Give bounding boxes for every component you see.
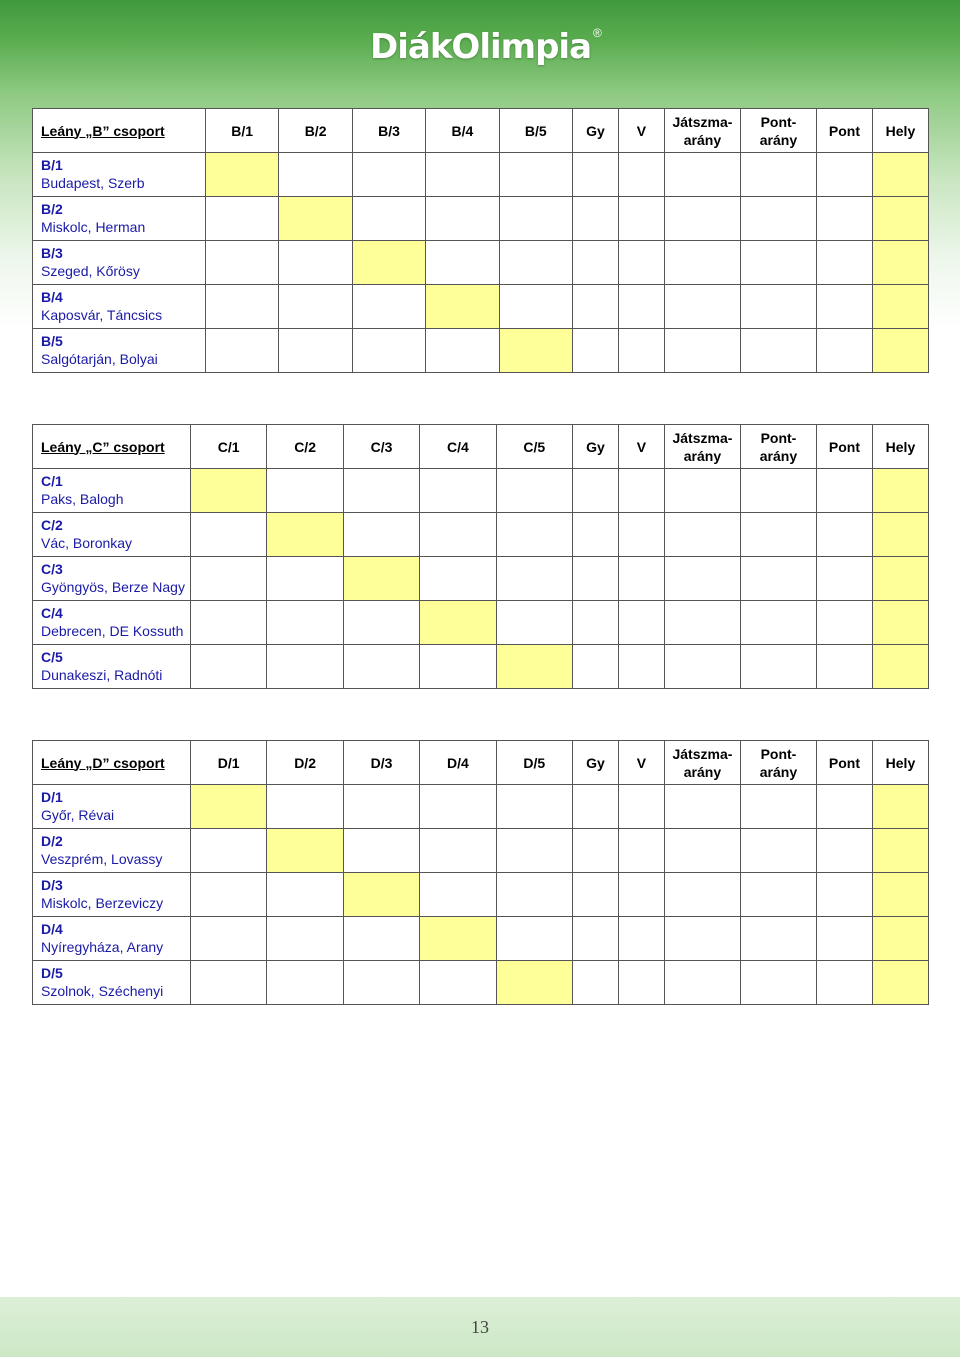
- result-cell: [352, 197, 425, 241]
- result-cell: [420, 557, 496, 601]
- team-code: D/1: [41, 789, 63, 805]
- wins-cell: [572, 469, 618, 513]
- result-cell: [420, 645, 496, 689]
- result-cell: [279, 241, 352, 285]
- table-row: [33, 285, 929, 329]
- diagonal-cell: [499, 329, 572, 373]
- team-code: B/4: [41, 289, 63, 305]
- table-row: [33, 917, 929, 961]
- points-cell: [816, 645, 872, 689]
- column-playtime-ratio: [664, 425, 740, 469]
- result-cell: [420, 513, 496, 557]
- place-cell: [872, 829, 928, 873]
- result-cell: [191, 557, 267, 601]
- result-cell: [206, 197, 279, 241]
- registered-mark: ®: [593, 26, 602, 40]
- place-cell: [872, 513, 928, 557]
- team-code: D/4: [41, 921, 63, 937]
- result-cell: [267, 557, 343, 601]
- team-label: [33, 601, 191, 645]
- wins-cell: [572, 601, 618, 645]
- column-team-code: C/3: [343, 425, 419, 469]
- column-team-code: D/5: [496, 741, 572, 785]
- column-losses: V: [618, 109, 664, 153]
- team-label: [33, 785, 191, 829]
- result-cell: [206, 285, 279, 329]
- result-cell: [496, 513, 572, 557]
- team-name: Kaposvár, Táncsics: [41, 307, 163, 323]
- points-cell: [816, 557, 872, 601]
- table-row: [33, 645, 929, 689]
- result-cell: [499, 153, 572, 197]
- losses-cell: [618, 829, 664, 873]
- wins-cell: [572, 557, 618, 601]
- table-row: [33, 557, 929, 601]
- result-cell: [426, 153, 499, 197]
- group-table: [32, 424, 929, 689]
- playtime-ratio-cell: [664, 285, 740, 329]
- result-cell: [206, 329, 279, 373]
- result-cell: [352, 153, 425, 197]
- team-code: C/4: [41, 605, 63, 621]
- diagonal-cell: [420, 601, 496, 645]
- place-cell: [872, 917, 928, 961]
- team-code: C/3: [41, 561, 63, 577]
- result-cell: [279, 329, 352, 373]
- losses-cell: [618, 329, 664, 373]
- points-cell: [816, 197, 872, 241]
- team-label: [33, 645, 191, 689]
- result-cell: [343, 645, 419, 689]
- table-row: [33, 153, 929, 197]
- column-playtime-ratio-line: arány: [683, 131, 722, 148]
- column-points: Pont: [816, 425, 872, 469]
- result-cell: [420, 469, 496, 513]
- result-cell: [496, 469, 572, 513]
- result-cell: [343, 961, 419, 1005]
- playtime-ratio-cell: [664, 241, 740, 285]
- losses-cell: [618, 197, 664, 241]
- column-place: Hely: [872, 109, 928, 153]
- team-name: Debrecen, DE Kossuth: [41, 623, 184, 639]
- result-cell: [499, 285, 572, 329]
- team-name: Vác, Boronkay: [41, 535, 133, 551]
- diagonal-cell: [496, 961, 572, 1005]
- result-cell: [191, 601, 267, 645]
- result-cell: [343, 469, 419, 513]
- place-cell: [872, 153, 928, 197]
- result-cell: [191, 873, 267, 917]
- result-cell: [191, 645, 267, 689]
- diagonal-cell: [343, 873, 419, 917]
- losses-cell: [618, 917, 664, 961]
- column-team-code: B/5: [499, 109, 572, 153]
- result-cell: [267, 601, 343, 645]
- points-cell: [816, 917, 872, 961]
- points-cell: [816, 785, 872, 829]
- team-name: Veszprém, Lovassy: [41, 851, 163, 867]
- table-row: [33, 469, 929, 513]
- diakolimpia-logo: [370, 24, 600, 70]
- wins-cell: [572, 513, 618, 557]
- losses-cell: [618, 285, 664, 329]
- team-label: [33, 241, 206, 285]
- result-cell: [267, 961, 343, 1005]
- point-ratio-cell: [740, 917, 816, 961]
- team-code: B/1: [41, 157, 63, 173]
- result-cell: [206, 241, 279, 285]
- team-name: Salgótarján, Bolyai: [41, 351, 158, 367]
- result-cell: [496, 557, 572, 601]
- points-cell: [816, 601, 872, 645]
- playtime-ratio-cell: [664, 153, 740, 197]
- column-point-ratio-line: Pont-: [760, 745, 797, 762]
- result-cell: [426, 197, 499, 241]
- losses-cell: [618, 961, 664, 1005]
- losses-cell: [618, 785, 664, 829]
- column-wins: Gy: [572, 741, 618, 785]
- team-label: [33, 197, 206, 241]
- team-code: D/2: [41, 833, 63, 849]
- result-cell: [267, 873, 343, 917]
- logo-text: DiákOlimpia: [370, 27, 592, 67]
- column-point-ratio-line: Pont-: [760, 429, 797, 446]
- place-cell: [872, 873, 928, 917]
- result-cell: [267, 645, 343, 689]
- place-cell: [872, 961, 928, 1005]
- group-title: Leány „C” csoport: [33, 425, 191, 469]
- losses-cell: [618, 469, 664, 513]
- point-ratio-cell: [740, 241, 816, 285]
- team-name: Dunakeszi, Radnóti: [41, 667, 163, 683]
- column-playtime-ratio: [664, 741, 740, 785]
- result-cell: [420, 961, 496, 1005]
- diagonal-cell: [206, 153, 279, 197]
- team-label: [33, 469, 191, 513]
- point-ratio-cell: [740, 829, 816, 873]
- team-label: [33, 829, 191, 873]
- team-label: [33, 873, 191, 917]
- diagonal-cell: [343, 557, 419, 601]
- group-title: Leány „B” csoport: [33, 109, 206, 153]
- playtime-ratio-cell: [664, 329, 740, 373]
- result-cell: [426, 329, 499, 373]
- column-place: Hely: [872, 741, 928, 785]
- table-row: [33, 329, 929, 373]
- result-cell: [343, 785, 419, 829]
- page-number: 13: [471, 1317, 489, 1337]
- point-ratio-cell: [740, 961, 816, 1005]
- result-cell: [191, 917, 267, 961]
- group-title: Leány „D” csoport: [33, 741, 191, 785]
- column-team-code: C/1: [191, 425, 267, 469]
- column-team-code: D/4: [420, 741, 496, 785]
- team-code: B/2: [41, 201, 63, 217]
- team-label: [33, 329, 206, 373]
- group-table: [32, 740, 929, 1005]
- playtime-ratio-cell: [664, 873, 740, 917]
- diagonal-cell: [352, 241, 425, 285]
- team-code: C/5: [41, 649, 63, 665]
- table-row: [33, 601, 929, 645]
- column-playtime-ratio: [664, 109, 740, 153]
- column-point-ratio-line: arány: [759, 447, 798, 464]
- team-name: Szeged, Kőrösy: [41, 263, 140, 279]
- playtime-ratio-cell: [664, 917, 740, 961]
- points-cell: [816, 153, 872, 197]
- team-name: Gyöngyös, Berze Nagy: [41, 579, 185, 595]
- playtime-ratio-cell: [664, 513, 740, 557]
- point-ratio-cell: [740, 197, 816, 241]
- team-label: [33, 917, 191, 961]
- column-point-ratio: [740, 425, 816, 469]
- team-label: [33, 153, 206, 197]
- result-cell: [343, 829, 419, 873]
- point-ratio-cell: [740, 153, 816, 197]
- table-row: [33, 197, 929, 241]
- column-point-ratio: [740, 109, 816, 153]
- column-playtime-ratio-line: Játszma-: [672, 113, 733, 130]
- wins-cell: [572, 917, 618, 961]
- playtime-ratio-cell: [664, 829, 740, 873]
- result-cell: [343, 601, 419, 645]
- column-playtime-ratio-line: arány: [683, 763, 722, 780]
- team-name: Miskolc, Herman: [41, 219, 146, 235]
- result-cell: [352, 329, 425, 373]
- points-cell: [816, 285, 872, 329]
- team-name: Szolnok, Széchenyi: [41, 983, 164, 999]
- point-ratio-cell: [740, 329, 816, 373]
- team-code: C/2: [41, 517, 63, 533]
- team-code: C/1: [41, 473, 63, 489]
- column-wins: Gy: [572, 109, 618, 153]
- team-name: Paks, Balogh: [41, 491, 124, 507]
- result-cell: [267, 469, 343, 513]
- place-cell: [872, 645, 928, 689]
- points-cell: [816, 829, 872, 873]
- points-cell: [816, 329, 872, 373]
- diagonal-cell: [191, 469, 267, 513]
- wins-cell: [572, 785, 618, 829]
- points-cell: [816, 469, 872, 513]
- result-cell: [426, 241, 499, 285]
- column-playtime-ratio-line: Játszma-: [672, 745, 733, 762]
- column-losses: V: [618, 741, 664, 785]
- place-cell: [872, 241, 928, 285]
- column-wins: Gy: [572, 425, 618, 469]
- diagonal-cell: [191, 785, 267, 829]
- result-cell: [191, 513, 267, 557]
- result-cell: [420, 829, 496, 873]
- points-cell: [816, 961, 872, 1005]
- points-cell: [816, 513, 872, 557]
- losses-cell: [618, 557, 664, 601]
- result-cell: [343, 513, 419, 557]
- result-cell: [343, 917, 419, 961]
- result-cell: [420, 785, 496, 829]
- place-cell: [872, 557, 928, 601]
- result-cell: [191, 961, 267, 1005]
- table-row: [33, 873, 929, 917]
- column-place: Hely: [872, 425, 928, 469]
- result-cell: [352, 285, 425, 329]
- point-ratio-cell: [740, 785, 816, 829]
- wins-cell: [572, 829, 618, 873]
- wins-cell: [572, 961, 618, 1005]
- place-cell: [872, 601, 928, 645]
- team-label: [33, 961, 191, 1005]
- wins-cell: [572, 241, 618, 285]
- team-code: D/3: [41, 877, 63, 893]
- result-cell: [496, 785, 572, 829]
- table-row: [33, 785, 929, 829]
- wins-cell: [572, 285, 618, 329]
- result-cell: [279, 285, 352, 329]
- playtime-ratio-cell: [664, 961, 740, 1005]
- result-cell: [499, 197, 572, 241]
- losses-cell: [618, 513, 664, 557]
- result-cell: [191, 829, 267, 873]
- point-ratio-cell: [740, 285, 816, 329]
- column-point-ratio-line: arány: [759, 131, 798, 148]
- column-team-code: B/4: [426, 109, 499, 153]
- team-code: B/3: [41, 245, 63, 261]
- column-team-code: D/3: [343, 741, 419, 785]
- column-point-ratio-line: Pont-: [760, 113, 797, 130]
- table-row: [33, 961, 929, 1005]
- diagonal-cell: [267, 513, 343, 557]
- team-name: Nyíregyháza, Arany: [41, 939, 164, 955]
- column-points: Pont: [816, 109, 872, 153]
- column-team-code: C/2: [267, 425, 343, 469]
- result-cell: [267, 785, 343, 829]
- diagonal-cell: [267, 829, 343, 873]
- wins-cell: [572, 153, 618, 197]
- playtime-ratio-cell: [664, 601, 740, 645]
- result-cell: [496, 829, 572, 873]
- column-team-code: D/1: [191, 741, 267, 785]
- result-cell: [496, 601, 572, 645]
- losses-cell: [618, 601, 664, 645]
- team-code: D/5: [41, 965, 63, 981]
- column-team-code: B/3: [352, 109, 425, 153]
- column-team-code: D/2: [267, 741, 343, 785]
- column-playtime-ratio-line: Játszma-: [672, 429, 733, 446]
- losses-cell: [618, 153, 664, 197]
- result-cell: [267, 917, 343, 961]
- result-cell: [420, 873, 496, 917]
- wins-cell: [572, 329, 618, 373]
- wins-cell: [572, 873, 618, 917]
- losses-cell: [618, 241, 664, 285]
- column-point-ratio: [740, 741, 816, 785]
- playtime-ratio-cell: [664, 557, 740, 601]
- team-name: Budapest, Szerb: [41, 175, 145, 191]
- column-points: Pont: [816, 741, 872, 785]
- column-playtime-ratio-line: arány: [683, 447, 722, 464]
- table-row: [33, 241, 929, 285]
- point-ratio-cell: [740, 469, 816, 513]
- column-team-code: B/1: [206, 109, 279, 153]
- diagonal-cell: [279, 197, 352, 241]
- column-team-code: C/5: [496, 425, 572, 469]
- result-cell: [496, 873, 572, 917]
- team-name: Győr, Révai: [41, 807, 115, 823]
- point-ratio-cell: [740, 513, 816, 557]
- losses-cell: [618, 873, 664, 917]
- column-losses: V: [618, 425, 664, 469]
- result-cell: [499, 241, 572, 285]
- place-cell: [872, 197, 928, 241]
- diagonal-cell: [496, 645, 572, 689]
- point-ratio-cell: [740, 645, 816, 689]
- wins-cell: [572, 645, 618, 689]
- place-cell: [872, 469, 928, 513]
- playtime-ratio-cell: [664, 645, 740, 689]
- table-row: [33, 829, 929, 873]
- team-name: Miskolc, Berzeviczy: [41, 895, 164, 911]
- team-label: [33, 557, 191, 601]
- losses-cell: [618, 645, 664, 689]
- column-team-code: C/4: [420, 425, 496, 469]
- result-cell: [279, 153, 352, 197]
- diagonal-cell: [426, 285, 499, 329]
- playtime-ratio-cell: [664, 197, 740, 241]
- points-cell: [816, 241, 872, 285]
- table-row: [33, 513, 929, 557]
- team-label: [33, 513, 191, 557]
- points-cell: [816, 873, 872, 917]
- column-point-ratio-line: arány: [759, 763, 798, 780]
- group-table: [32, 108, 929, 373]
- wins-cell: [572, 197, 618, 241]
- diagonal-cell: [420, 917, 496, 961]
- point-ratio-cell: [740, 601, 816, 645]
- column-team-code: B/2: [279, 109, 352, 153]
- playtime-ratio-cell: [664, 785, 740, 829]
- place-cell: [872, 329, 928, 373]
- point-ratio-cell: [740, 557, 816, 601]
- point-ratio-cell: [740, 873, 816, 917]
- playtime-ratio-cell: [664, 469, 740, 513]
- place-cell: [872, 285, 928, 329]
- place-cell: [872, 785, 928, 829]
- team-code: B/5: [41, 333, 63, 349]
- team-label: [33, 285, 206, 329]
- result-cell: [496, 917, 572, 961]
